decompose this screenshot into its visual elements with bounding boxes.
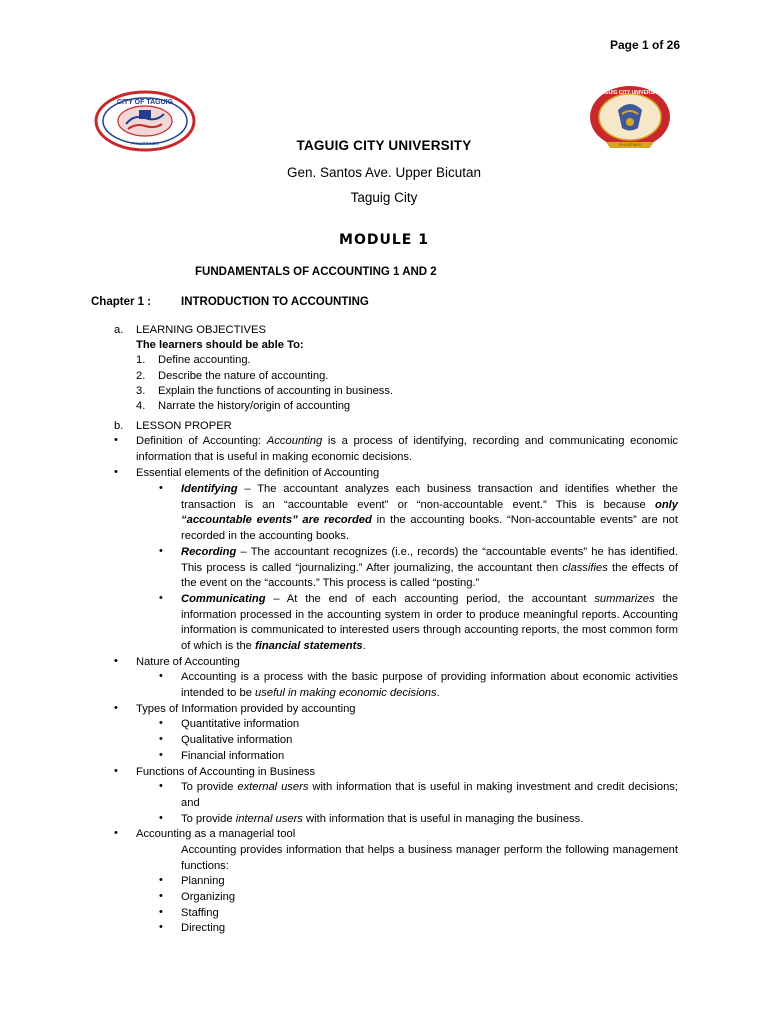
function-emphasis: external users [237, 781, 309, 793]
bullet-icon: • [114, 466, 118, 478]
definition-paragraph [136, 434, 678, 465]
course-title: FUNDAMENTALS OF ACCOUNTING 1 AND 2 [195, 266, 437, 278]
communicating-text-2: the information processed in the accounting system in order to produce meaningful reports. Accounting information is communicated to interested users through accounting reports, the most common form of which is the [181, 593, 679, 652]
bullet-icon: • [159, 717, 163, 729]
chapter-title: INTRODUCTION TO ACCOUNTING [181, 296, 369, 308]
communicating-term: Communicating [181, 593, 266, 605]
bullet-icon: • [159, 749, 163, 761]
bullet-icon: • [159, 921, 163, 933]
communicating-emphasis-2: financial statements [255, 639, 363, 652]
objective-item: Define accounting. [158, 354, 251, 366]
chapter-heading [91, 296, 369, 308]
function-text-2: with information that is useful in making investment and credit decisions; and [181, 781, 678, 809]
recording-paragraph [181, 545, 678, 592]
definition-term: Accounting [266, 435, 323, 447]
bullet-icon: • [114, 655, 118, 667]
function-item [181, 812, 583, 828]
definition-text: is a process of identifying, recording and communicating economic information that is useful in making economic decisions. [136, 435, 679, 463]
communicating-text: – At the end of each accounting period, the accountant [273, 593, 587, 605]
identifying-emphasis: only “accountable events” are recorded [181, 498, 678, 527]
bullet-icon: • [159, 733, 163, 745]
svg-text:PHILIPPINES: PHILIPPINES [618, 143, 642, 147]
page-number: Page 1 of 26 [609, 38, 680, 52]
recording-emphasis: classifies [562, 561, 608, 574]
management-function-item: Planning [181, 875, 225, 887]
functions-heading: Functions of Accounting in Business [136, 766, 316, 778]
identifying-term: Identifying [181, 483, 238, 495]
managerial-text: Accounting provides information that helps a business manager perform the following management functions: [181, 844, 678, 872]
recording-text-2: the effects of the event on the “accounts.” This process is called “posting.” [181, 561, 678, 590]
nature-text: Accounting is a process with the basic purpose of providing information about economic activities intended to be [181, 671, 678, 699]
bullet-icon: • [159, 482, 163, 494]
type-item: Qualitative information [181, 734, 293, 746]
bullet-icon: • [159, 906, 163, 918]
managerial-heading: Accounting as a managerial tool [136, 828, 296, 840]
communicating-paragraph [181, 592, 678, 654]
bullet-icon: • [159, 545, 163, 557]
objective-number: 3. [136, 385, 146, 397]
objective-number: 4. [136, 400, 146, 412]
chapter-label: Chapter 1 : [91, 296, 152, 308]
nature-paragraph [181, 670, 678, 701]
bullet-icon: • [159, 890, 163, 902]
types-heading: Types of Information provided by accounting [136, 703, 356, 715]
type-item: Financial information [181, 750, 285, 762]
management-function-item: Organizing [181, 891, 236, 903]
bullet-icon: • [159, 812, 163, 824]
objective-item: Narrate the history/origin of accounting [158, 400, 351, 412]
objective-number: 2. [136, 370, 146, 382]
bullet-icon: • [159, 592, 163, 604]
bullet-icon: • [159, 780, 163, 792]
function-item [181, 780, 678, 811]
nature-text-2: . [436, 686, 440, 699]
function-text: To provide [181, 781, 234, 793]
objectives-intro: The learners should be able To: [136, 339, 304, 351]
objective-item: Explain the functions of accounting in business. [158, 385, 394, 397]
svg-text:PHILIPPINES: PHILIPPINES [131, 141, 159, 146]
type-item: Quantitative information [181, 718, 300, 730]
objective-number: 1. [136, 354, 146, 366]
function-text-2: with information that is useful in managing the business. [306, 813, 584, 825]
elements-heading: Essential elements of the definition of Accounting [136, 467, 380, 479]
function-emphasis: internal users [235, 813, 303, 825]
management-function-item: Directing [181, 922, 226, 934]
identifying-text: – The accountant analyzes each business transaction and identifies whether the transaction is an “accountable event” or “non-accountable event.” This is because [181, 483, 678, 511]
objectives-heading: LEARNING OBJECTIVES [136, 324, 266, 336]
function-text: To provide [181, 813, 233, 825]
nature-emphasis: useful in making economic decisions [255, 686, 437, 699]
bullet-icon: • [159, 670, 163, 682]
definition-label: Definition of Accounting: [136, 435, 262, 447]
address-line-1: Gen. Santos Ave. Upper Bicutan [286, 165, 482, 180]
university-name: TAGUIG CITY UNIVERSITY [296, 138, 472, 153]
communicating-emphasis: summarizes [594, 593, 655, 605]
bullet-icon: • [159, 874, 163, 886]
bullet-icon: • [114, 827, 118, 839]
communicating-text-3: . [362, 639, 366, 652]
recording-text: – The accountant recognizes (i.e., records) the “accountable events” he has identified. This process is called “journalizing.” After journalizing, the accountant then [181, 546, 679, 574]
module-title: MODULE 1 [339, 232, 429, 248]
lesson-heading: LESSON PROPER [136, 420, 232, 432]
bullet-icon: • [114, 765, 118, 777]
bullet-icon: • [114, 702, 118, 714]
management-function-item: Staffing [181, 907, 219, 919]
address-line-2: Taguig City [350, 190, 418, 205]
objective-item: Describe the nature of accounting. [158, 370, 329, 382]
svg-text:CITY OF TAGUIG: CITY OF TAGUIG [116, 99, 174, 106]
nature-heading: Nature of Accounting [136, 656, 240, 668]
recording-term: Recording [181, 546, 237, 558]
objectives-marker: a. [114, 324, 124, 336]
svg-text:TAGUIG CITY UNIVERSITY: TAGUIG CITY UNIVERSITY [598, 90, 662, 96]
identifying-text-2: in the accounting books. “Non-accountable events” are not recorded in the accounting books. [181, 514, 679, 542]
bullet-icon: • [114, 434, 118, 446]
identifying-paragraph [181, 482, 678, 544]
lesson-marker: b. [114, 420, 124, 432]
